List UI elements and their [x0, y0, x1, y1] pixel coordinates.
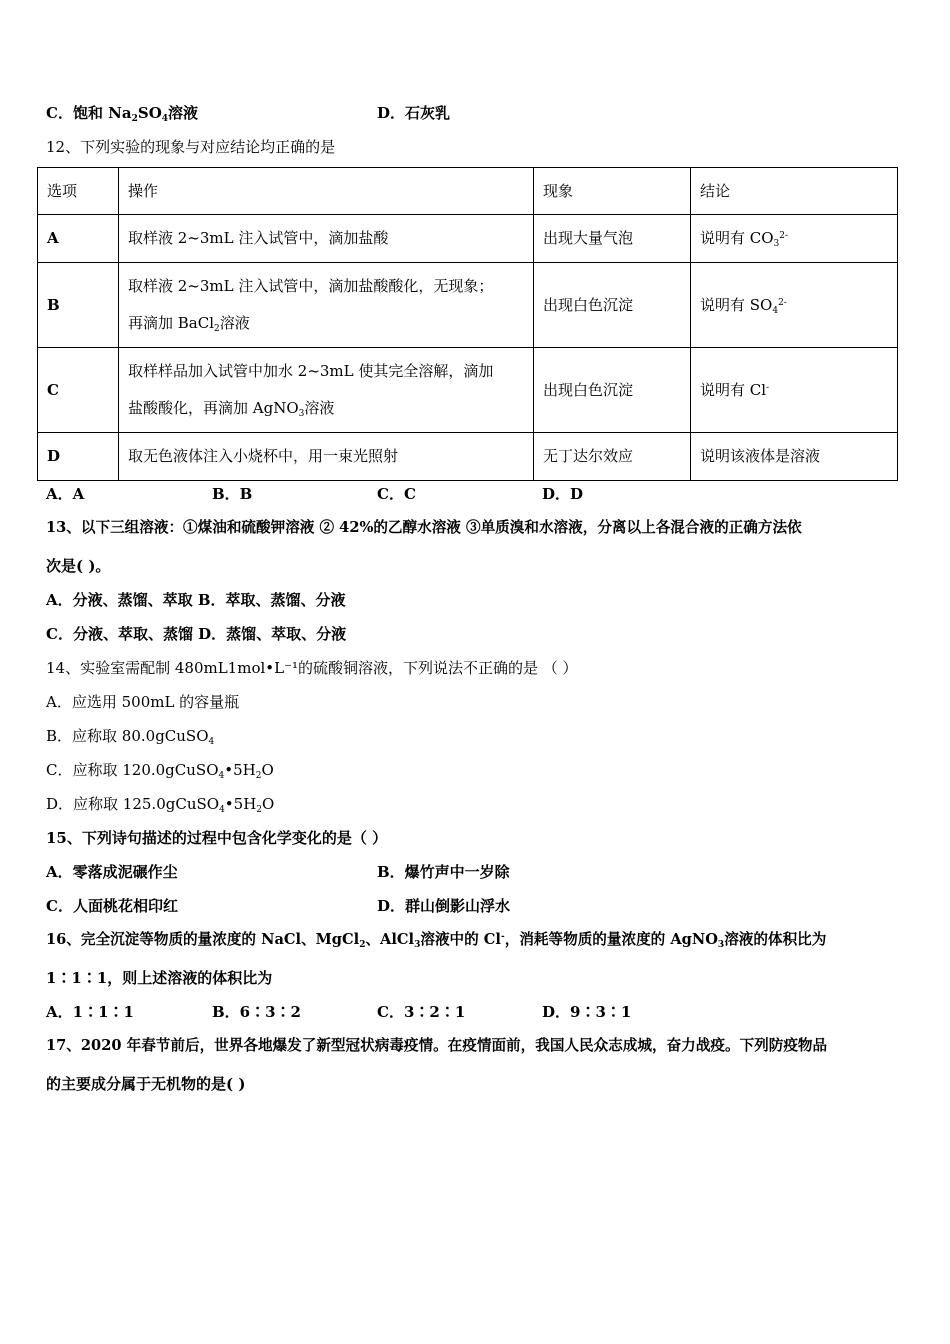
q12-option-d: D．D [542, 485, 584, 503]
header-phenomenon: 现象 [534, 168, 691, 215]
row-key: C [38, 348, 119, 433]
q11-option-c: C．饱和 $Na_2SO_4$溶液 [46, 104, 199, 124]
table-row [38, 433, 898, 481]
row-key: B [38, 263, 119, 348]
q13-stem-line1: 13、以下三组溶液：①煤油和硫酸钾溶液 ② 42%的乙醇水溶液 ③单质溴和水溶液，分离以上各混合液的正确方法依 [46, 519, 802, 536]
row-phenomenon: 出现白色沉淀 [534, 348, 691, 433]
table-header-row [38, 168, 898, 215]
q16-stem-line2: 1∶1∶1，则上述溶液的体积比为 [46, 969, 273, 987]
row-phenomenon: 出现白色沉淀 [534, 263, 691, 348]
q12-option-c: C．C [377, 485, 416, 503]
row-key: D [38, 433, 119, 481]
header-conclusion: 结论 [691, 168, 898, 215]
header-option: 选项 [38, 168, 119, 215]
q14-option-d: D．应称取 $125.0gCuSO_4•5H_2O$ [46, 795, 275, 815]
row-operation: 取样液 2~3mL 注入试管中，滴加盐酸酸化，无现象； 再滴加 BaCl$_2$溶液 [119, 263, 534, 348]
row-key: A [38, 215, 119, 263]
table-row [38, 263, 898, 348]
q13-stem-line2: 次是( )。 [46, 557, 111, 575]
q15-option-b: B．爆竹声中一岁除 [377, 863, 510, 881]
q14-stem: 14、实验室需配制 480mL1mol•L⁻¹的硫酸铜溶液，下列说法不正确的是 （ ） [46, 659, 578, 677]
q15-option-a: A．零落成泥碾作尘 [46, 863, 178, 881]
row-conclusion: 说明该液体是溶液 [691, 433, 898, 481]
q13-options-cd: C．分液、萃取、蒸馏 D．蒸馏、萃取、分液 [46, 625, 347, 643]
q13-options-ab: A．分液、蒸馏、萃取 B．萃取、蒸馏、分液 [46, 591, 346, 609]
row-conclusion: 说明有 Cl- [691, 348, 898, 433]
q15-option-d: D．群山倒影山浮水 [377, 897, 511, 915]
row-operation: 取样液 2~3mL 注入试管中，滴加盐酸 [119, 215, 534, 263]
q12-option-b: B．B [212, 485, 253, 503]
q17-stem-line1: 17、2020 年春节前后，世界各地爆发了新型冠状病毒疫情。在疫情面前，我国人民众志成城，奋力战疫。下列防疫物品 [46, 1037, 828, 1054]
q11-option-d: D．石灰乳 [377, 104, 451, 122]
row-operation: 取样样品加入试管中加水 2~3mL 使其完全溶解，滴加 盐酸酸化，再滴加 AgNO$_3$溶液 [119, 348, 534, 433]
q16-option-c: C．3∶2∶1 [377, 1003, 466, 1021]
q12-table [37, 167, 898, 481]
q16-option-b: B．6∶3∶2 [212, 1003, 301, 1021]
q12-option-a: A．A [46, 485, 85, 503]
table-row [38, 348, 898, 433]
row-phenomenon: 出现大量气泡 [534, 215, 691, 263]
table-row [38, 215, 898, 263]
q16-stem-line1: 16、完全沉淀等物质的量浓度的 NaCl、MgCl$_2$、AlCl$_3$溶液中的 Cl-，消耗等物质的量浓度的 AgNO$_3$溶液的体积比为 [46, 931, 827, 950]
q16-option-a: A．1∶1∶1 [46, 1003, 134, 1021]
q14-option-a: A．应选用 500mL 的容量瓶 [46, 693, 240, 711]
row-conclusion: 说明有 $SO_4^{2-}$ [691, 263, 898, 348]
row-conclusion: 说明有 $CO_3^{2-}$ [691, 215, 898, 263]
q17-stem-line2: 的主要成分属于无机物的是( ) [46, 1075, 246, 1093]
q14-option-b: B．应称取 80.0gCuSO$_4$ [46, 727, 215, 747]
q15-stem: 15、下列诗句描述的过程中包含化学变化的是（ ） [46, 829, 388, 847]
q12-stem: 12、下列实验的现象与对应结论均正确的是 [46, 138, 336, 156]
row-phenomenon: 无丁达尔效应 [534, 433, 691, 481]
q16-option-d: D．9∶3∶1 [542, 1003, 632, 1021]
q14-option-c: C．应称取 $120.0gCuSO_4•5H_2O$ [46, 761, 274, 781]
header-operation: 操作 [119, 168, 534, 215]
q15-option-c: C．人面桃花相印红 [46, 897, 178, 915]
row-operation: 取无色液体注入小烧杯中，用一束光照射 [119, 433, 534, 481]
